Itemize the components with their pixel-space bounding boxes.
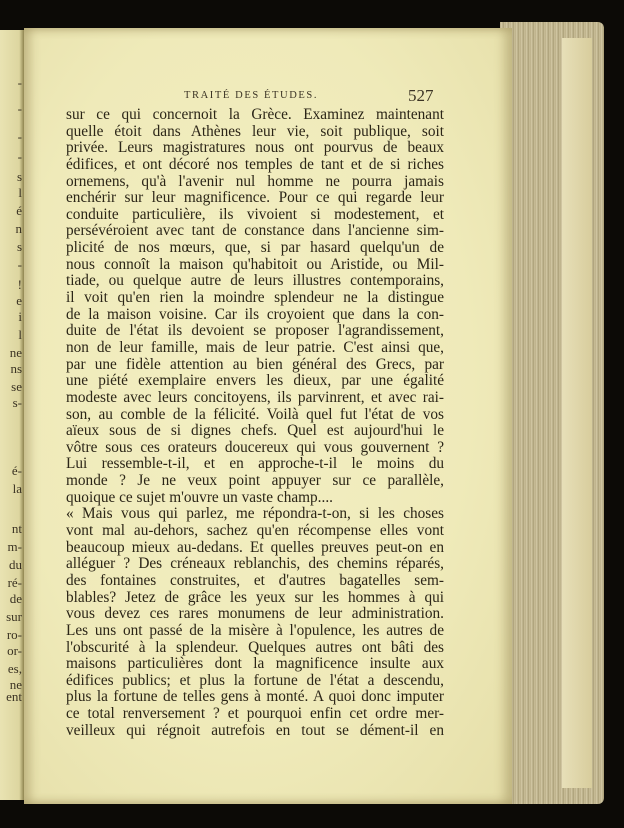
facing-page-fragment: s xyxy=(16,239,22,254)
text-line: des fontaines construites, et d'autres bagatelles sem- xyxy=(66,571,444,589)
facing-page-fragment: e xyxy=(16,293,22,308)
text-line: « Mais vous qui parlez, me répondra-t-on, si les choses xyxy=(66,505,444,523)
text-line: maisons particulières dont la magnificence insulte aux xyxy=(66,655,444,673)
facing-page-fragment: l xyxy=(18,327,22,342)
text-line: conduite particulière, ils vivoient si modestement, et xyxy=(66,205,444,223)
text-line: nous connoît la maison qu'habitoit ou Aristide, ou Mil- xyxy=(66,255,444,273)
text-line: modeste avec leurs concitoyens, ils parvinrent, et avec rai- xyxy=(66,388,444,406)
facing-page-fragment: se xyxy=(11,379,22,394)
facing-page-fragment: - xyxy=(17,101,22,116)
facing-page-fragment: ent xyxy=(6,689,22,704)
facing-page-fragment: nt xyxy=(11,521,22,536)
facing-page-fragment: es, xyxy=(7,661,22,676)
text-line: quelle étoit dans Athènes leur vie, soit publique, soit xyxy=(66,122,444,140)
text-line: plicité de nos mœurs, que, si par hasard quelqu'un de xyxy=(66,239,444,257)
text-line: édifices publics; et plus la fortune de l'état a descendu, xyxy=(66,671,444,689)
text-line: vôtre sous ces orateurs doucereux qui vous gouvernent ? xyxy=(66,438,444,456)
text-line: Lui ressemble-t-il, et en approche-t-il le moins du xyxy=(66,455,444,473)
facing-page-fragment: i xyxy=(18,309,22,324)
facing-page-fragment: s- xyxy=(12,395,22,410)
facing-page-edge xyxy=(0,30,24,800)
text-line: persévéroient avec tant de constance dans l'ancienne sim- xyxy=(66,222,444,240)
facing-page-fragment: ! xyxy=(17,277,22,292)
facing-page-fragment: ne xyxy=(9,345,22,360)
text-line: sur ce qui concernoit la Grèce. Examinez maintenant xyxy=(66,106,444,123)
facing-page-fragment: s xyxy=(16,169,22,184)
facing-page-fragment: ne xyxy=(9,677,22,692)
text-line: de la maison voisine. Car ils croyoient que dans la con- xyxy=(66,305,444,323)
text-line: enchérir sur leur magnificence. Pour ce qui regarde leur xyxy=(66,189,444,207)
text-line: veilleux qui régnoit autrefois en tout se dément-il en xyxy=(66,721,444,739)
text-line: son, au comble de la félicité. Voilà quel fut l'état de vos xyxy=(66,405,444,423)
facing-page-fragment: or- xyxy=(7,643,22,658)
facing-page-fragment: - xyxy=(17,75,22,90)
text-line: quoique ce sujet m'ouvre un vaste champ.... xyxy=(66,488,333,506)
book-page xyxy=(24,28,512,804)
facing-page-fragment: de xyxy=(9,591,22,606)
facing-page-fragment: - xyxy=(17,149,22,164)
facing-page-fragment: - xyxy=(17,129,22,144)
facing-page-fragment: - xyxy=(17,257,22,272)
text-line: vont mal au-dehors, sachez qu'en récompense elles vont xyxy=(66,522,444,540)
facing-page-fragment: n xyxy=(15,221,22,236)
text-line: monde ? Je ne veux point appuyer sur ce parallèle, xyxy=(66,472,444,490)
text-line: vous devez ces rares monumens de leur administration. xyxy=(66,605,444,623)
text-line: édifices, et ont décoré nos temples de tant et de si riches xyxy=(66,155,444,173)
book-page-edges xyxy=(500,22,604,804)
facing-page-fragment: m- xyxy=(7,539,22,554)
text-line: non de leur famille, mais de leur patrie. C'est ainsi que, xyxy=(66,338,444,356)
page-number: 527 xyxy=(408,86,434,105)
text-line: plus la fortune de telles gens à monté. A quoi donc imputer xyxy=(66,688,444,706)
facing-page-fragment: ro- xyxy=(6,627,22,642)
text-line: duite de l'état ils devoient se proposer l'agrandissement, xyxy=(66,322,444,340)
facing-page-fragment: é xyxy=(16,203,22,218)
text-line: aïeux sous de si dignes chefs. Quel est aujourd'hui le xyxy=(66,422,444,440)
text-line: une piété exemplaire envers les dieux, par une égalité xyxy=(66,372,444,390)
text-line: par une fidèle attention au bien général des Grecs, par xyxy=(66,355,444,373)
text-line: Les uns ont passé de la misère à l'opulence, les autres de xyxy=(66,621,444,639)
running-head: TRAITÉ DES ÉTUDES. xyxy=(184,90,319,101)
text-line: privée. Leurs magistratures nous ont pourvus de beaux xyxy=(66,139,444,157)
facing-page-fragment: ré- xyxy=(7,575,22,590)
text-line: il voit qu'en rien la moindre splendeur ne la distingue xyxy=(66,289,444,307)
text-line: blables? Jetez de grâce les yeux sur les hommes à qui xyxy=(66,588,444,606)
facing-page-fragment: l xyxy=(18,185,22,200)
text-line: beaucoup mieux au-dedans. Et quelles preuves peut-on en xyxy=(66,538,444,556)
text-line: ce total renversement ? et pourquoi enfin cet ordre mer- xyxy=(66,705,444,723)
facing-page-fragment: sur xyxy=(6,609,22,624)
text-line: alléguer ? Des créneaux reblanchis, des chemins réparés, xyxy=(66,555,444,573)
book-back-cover-edge xyxy=(562,38,592,788)
body-text xyxy=(66,107,444,739)
facing-page-fragment: la xyxy=(12,481,22,496)
facing-page-fragment: ns xyxy=(10,361,22,376)
text-line: l'obscurité à la splendeur. Quelques autres ont bâti des xyxy=(66,638,444,656)
text-line: ornemens, qu'à l'avenir nul homme ne pourra jamais xyxy=(66,172,444,190)
facing-page-fragment: du xyxy=(9,557,22,572)
facing-page-fragment: é- xyxy=(11,463,22,478)
text-line: tiade, ou quelque autre de leurs illustres contemporains, xyxy=(66,272,444,290)
